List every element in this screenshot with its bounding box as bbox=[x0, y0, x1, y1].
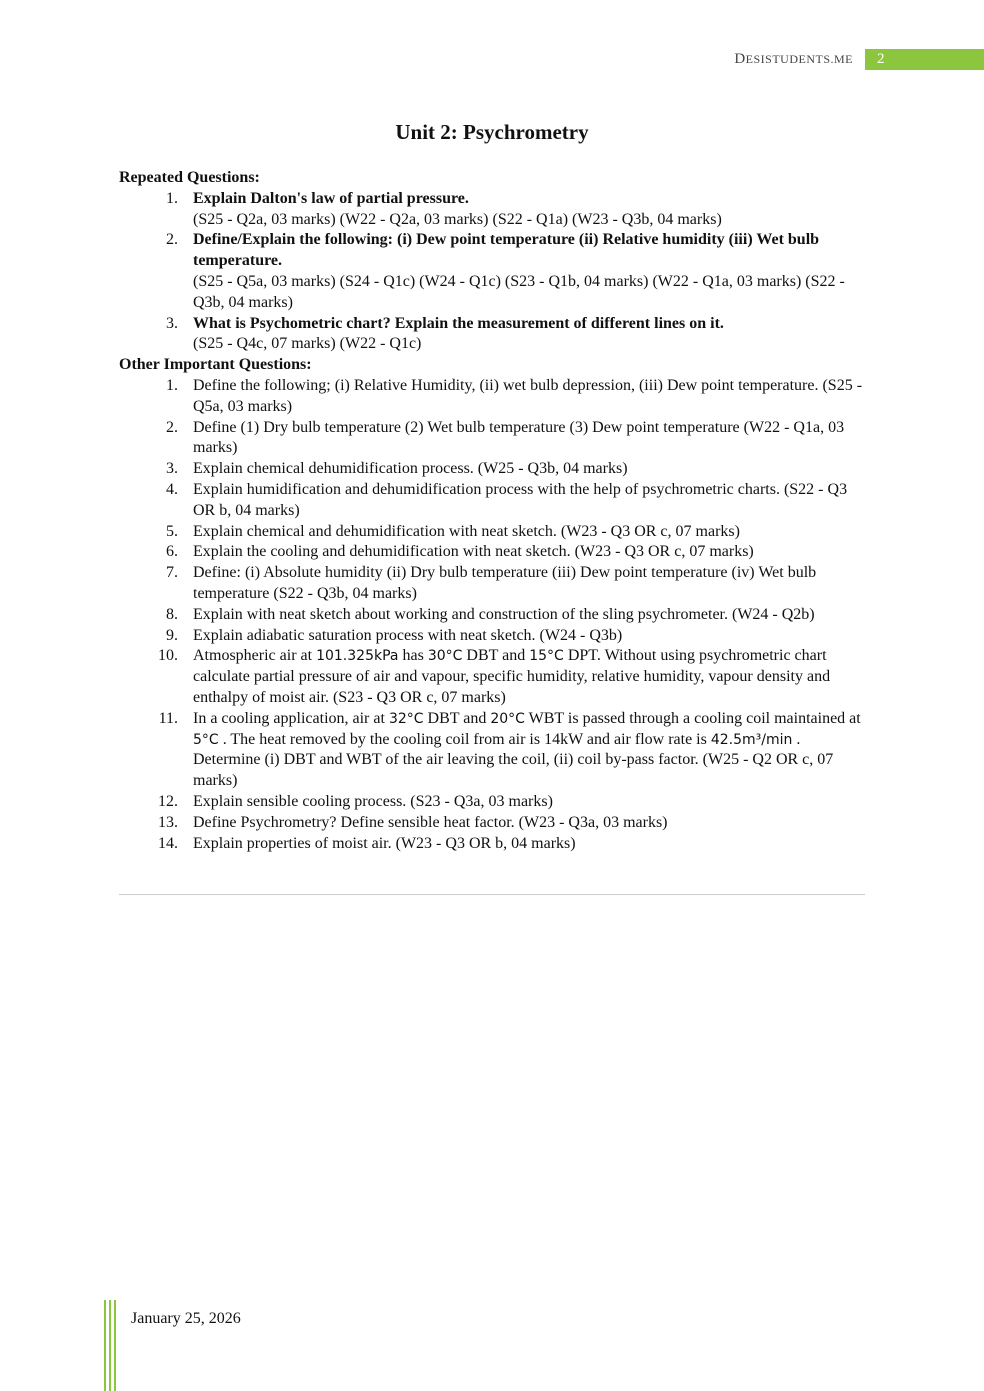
list-item: 10. Atmospheric air at 101.325kPa has 30°C DBT and 15°C DPT. Without using psychrometric chart calculate partial pressure of air and vapour, specific humidity, relative humidity, vapour density and enthalpy of moist air. (S23 - Q3 OR c, 07 marks) bbox=[158, 647, 831, 706]
question-list bbox=[119, 168, 864, 854]
list-item: 13. Define Psychrometry? Define sensible heat factor. (W23 - Q3a, 03 marks) bbox=[158, 813, 668, 831]
list-item: 1. Explain Dalton's law of partial pressure. (S25 - Q2a, 03 marks) (W22 - Q2a, 03 marks) (S22 - Q1a) (W23 - Q3b, 04 marks) bbox=[166, 189, 722, 228]
list-item: 6. Explain the cooling and dehumidification with neat sketch. (W23 - Q3 OR c, 07 marks) bbox=[166, 543, 754, 561]
list-item: 2. Define (1) Dry bulb temperature (2) Wet bulb temperature (3) Dew point temperature (W22 - Q1a, 03 marks) bbox=[166, 418, 845, 457]
list-item: 2. Define/Explain the following: (i) Dew point temperature (ii) Relative humidity (iii) Wet bulb temperature. (S25 - Q5a, 03 marks) (S24 - Q1c) (W24 - Q1c) (S23 - Q1b, 04 marks) (W22 - Q1a, 03 marks) (S22 - Q3b, 04 marks) bbox=[166, 231, 845, 311]
section-heading-repeated: Repeated Questions: bbox=[119, 169, 260, 186]
page-number: 2 bbox=[865, 49, 984, 70]
list-item: 3. Explain chemical dehumidification process. (W25 - Q3b, 04 marks) bbox=[166, 460, 628, 478]
list-item: 7. Define: (i) Absolute humidity (ii) Dry bulb temperature (iii) Dew point temperature (iv) Wet bulb temperature (S22 - Q3b, 04 marks) bbox=[166, 564, 817, 602]
list-item: 4. Explain humidification and dehumidification process with the help of psychrometric charts. (S22 - Q3 OR b, 04 marks) bbox=[166, 480, 848, 519]
list-item: 8. Explain with neat sketch about working and construction of the sling psychrometer. (W24 - Q2b) bbox=[166, 605, 815, 623]
list-item: 1. Define the following; (i) Relative Humidity, (ii) wet bulb depression, (iii) Dew point temperature. (S25 - Q5a, 03 marks) bbox=[166, 376, 863, 415]
list-item: 12. Explain sensible cooling process. (S23 - Q3a, 03 marks) bbox=[158, 792, 553, 810]
footer-accent-bars bbox=[104, 1300, 118, 1391]
section-heading-other: Other Important Questions: bbox=[119, 356, 312, 374]
site-name: DESISTUDENTS.ME bbox=[734, 51, 853, 67]
divider bbox=[119, 894, 865, 895]
list-item: 3. What is Psychometric chart? Explain the measurement of different lines on it. (S25 - Q4c, 07 marks) (W22 - Q1c) bbox=[166, 314, 724, 353]
list-item: 5. Explain chemical and dehumidification with neat sketch. (W23 - Q3 OR c, 07 marks) bbox=[166, 522, 740, 540]
page-title: Unit 2: Psychrometry bbox=[395, 120, 589, 144]
list-item: 9. Explain adiabatic saturation process with neat sketch. (W24 - Q3b) bbox=[166, 626, 623, 644]
list-item: 14. Explain properties of moist air. (W23 - Q3 OR b, 04 marks) bbox=[158, 834, 576, 852]
footer-date: January 25, 2026 bbox=[131, 1310, 241, 1327]
list-item: 11. In a cooling application, air at 32°C DBT and 20°C WBT is passed through a cooling coil maintained at 5°C . The heat removed by the cooling coil from air is 14kW and air flow rate is 42.5m³/min . Determine (i) DBT and WBT of the air leaving the coil, (ii) coil by-pass factor. (W25 - Q2 OR c, 07 marks) bbox=[158, 709, 861, 790]
